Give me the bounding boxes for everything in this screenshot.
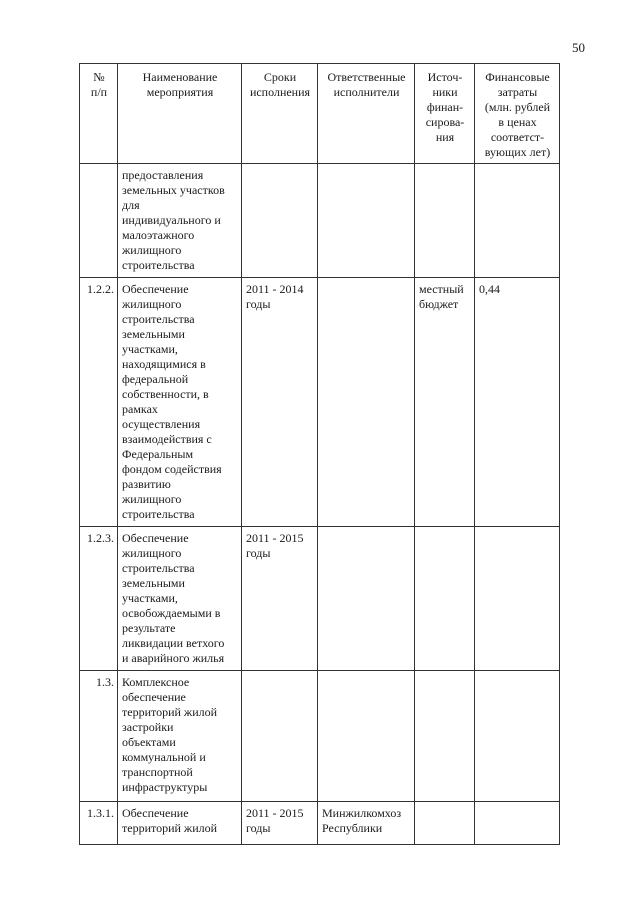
- row-cost: [475, 671, 560, 802]
- row-cost: [475, 164, 560, 278]
- row-source: местный бюджет: [415, 278, 475, 527]
- row-period: [242, 671, 318, 802]
- row-source: [415, 802, 475, 845]
- row-cost: [475, 527, 560, 671]
- row-source: [415, 527, 475, 671]
- header-name: Наименование мероприятия: [118, 64, 242, 164]
- table-row: [80, 802, 560, 845]
- table-row: [80, 671, 560, 802]
- row-name: предоставления земельных участков для индивидуального и малоэтажного жилищного строительства: [118, 164, 242, 278]
- header-period: Сроки исполнения: [242, 64, 318, 164]
- row-cost: [475, 802, 560, 845]
- program-measures-table: [79, 63, 560, 845]
- table-row: [80, 278, 560, 527]
- row-name: Обеспечение территорий жилой: [118, 802, 242, 845]
- row-cost: 0,44: [475, 278, 560, 527]
- row-name: Обеспечение жилищного строительства земельными участками, освобождаемыми в результате ликвидации ветхого и аварийного жилья: [118, 527, 242, 671]
- row-responsible: Минжилкомхоз Республики: [318, 802, 415, 845]
- row-responsible: [318, 278, 415, 527]
- header-source: Источ- ники финан- сирова- ния: [415, 64, 475, 164]
- row-period: 2011 - 2015 годы: [242, 802, 318, 845]
- row-responsible: [318, 164, 415, 278]
- header-responsible: Ответственные исполнители: [318, 64, 415, 164]
- page-number: 50: [572, 40, 585, 55]
- row-period: 2011 - 2015 годы: [242, 527, 318, 671]
- row-num: 1.2.3.: [80, 527, 118, 671]
- row-responsible: [318, 527, 415, 671]
- header-cost: Финансовые затраты (млн. рублей в ценах соответст- вующих лет): [475, 64, 560, 164]
- row-name: Обеспечение жилищного строительства земельными участками, находящимися в федеральной собственности, в рамках осуществления взаимодействия с Федеральным фондом содействия развитию жилищного строительства: [118, 278, 242, 527]
- row-source: [415, 164, 475, 278]
- row-num: [80, 164, 118, 278]
- row-period: 2011 - 2014 годы: [242, 278, 318, 527]
- row-name: Комплексное обеспечение территорий жилой застройки объектами коммунальной и транспортной инфраструктуры: [118, 671, 242, 802]
- row-period: [242, 164, 318, 278]
- table-row: [80, 164, 560, 278]
- row-num: 1.3.1.: [80, 802, 118, 845]
- row-responsible: [318, 671, 415, 802]
- table-header-row: [80, 64, 560, 164]
- row-num: 1.3.: [80, 671, 118, 802]
- table-row: [80, 527, 560, 671]
- row-num: 1.2.2.: [80, 278, 118, 527]
- row-source: [415, 671, 475, 802]
- header-num: № п/п: [80, 64, 118, 164]
